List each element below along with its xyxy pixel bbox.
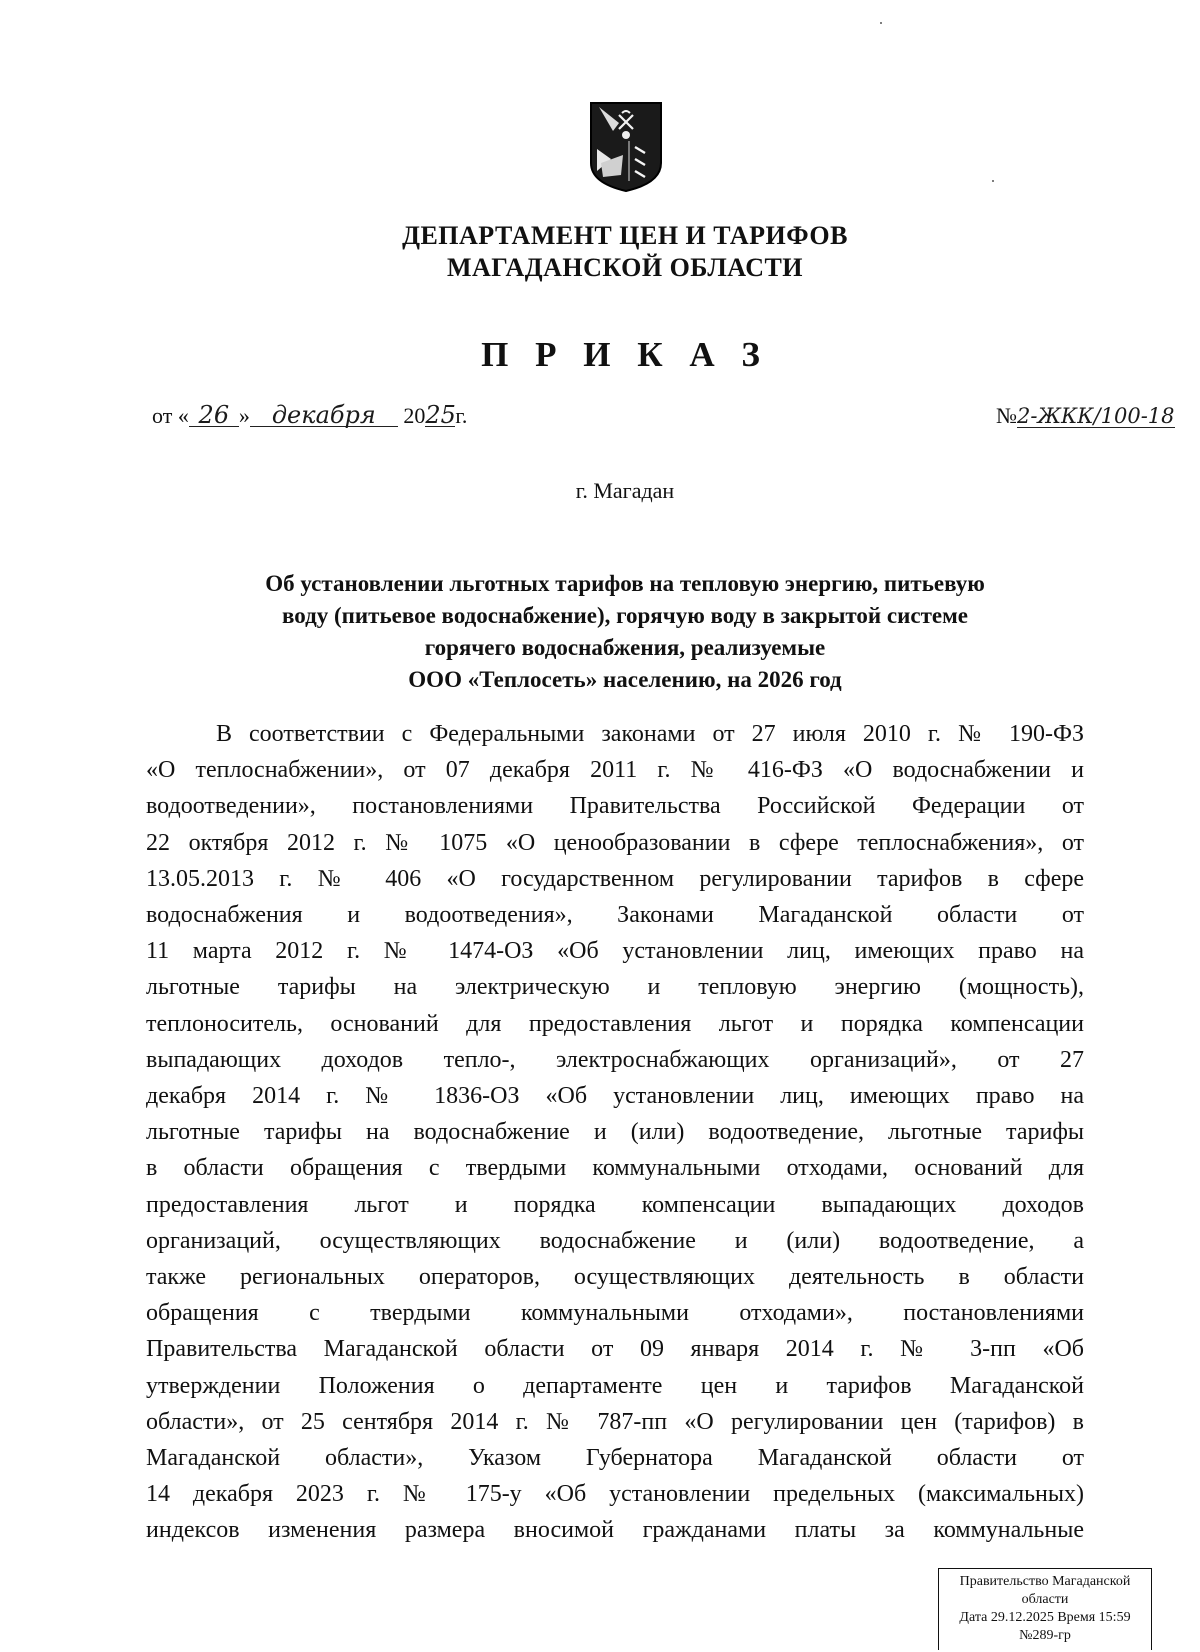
number-prefix: № — [996, 403, 1017, 428]
number-value: 2-ЖКК/100-18 — [1017, 404, 1175, 428]
document-type-title: П Р И К А З — [481, 335, 769, 374]
stamp-line4: №289-гр — [1019, 1628, 1071, 1643]
date-suffix: г. — [455, 403, 468, 428]
date-prefix: от « — [152, 403, 189, 428]
body-line: Магаданской области», Указом Губернатора Магаданской области от — [146, 1445, 1084, 1472]
body-line: индексов изменения размера вносимой гражданами платы за коммунальные — [146, 1517, 1084, 1544]
date-year-prefix: 20 — [403, 403, 426, 428]
organization-name — [0, 220, 1200, 284]
scan-speck — [992, 180, 994, 182]
body-line: декабря 2014 г. № 1836-ОЗ «Об установлении лиц, имеющих право на — [146, 1083, 1084, 1110]
body-line: предоставления льгот и порядка компенсации выпадающих доходов — [146, 1191, 1084, 1218]
subject-line: воду (питьевое водоснабжение), горячую воду в закрытой системе — [282, 603, 968, 628]
document-city: г. Магадан — [575, 478, 675, 503]
date-day: 26 — [189, 404, 239, 427]
body-line: водоснабжения и водоотведения», Законами Магаданской области от — [146, 902, 1084, 929]
body-line: Правительства Магаданской области от 09 января 2014 г. № 3-пп «Об — [146, 1336, 1084, 1363]
stamp-line3: Дата 29.12.2025 Время 15:59 — [959, 1610, 1131, 1625]
document-body-paragraph — [146, 716, 1084, 1549]
body-line: льготные тарифы на электрическую и тепловую энергию (мощность), — [146, 974, 1084, 1001]
document-date — [152, 403, 467, 429]
stamp-line2: области — [1021, 1592, 1069, 1607]
body-line: 22 октября 2012 г. № 1075 «О ценообразовании в сфере теплоснабжения», от — [146, 829, 1084, 856]
body-line: утверждении Положения о департаменте цен и тарифов Магаданской — [146, 1372, 1084, 1399]
document-subject — [150, 568, 1100, 696]
body-line: «О теплоснабжении», от 07 декабря 2011 г. № 416-ФЗ «О водоснабжении и — [146, 757, 1084, 784]
date-mid: » — [238, 403, 250, 428]
body-line: 13.05.2013 г. № 406 «О государственном регулировании тарифов в сфере — [146, 865, 1084, 892]
body-line: 14 декабря 2023 г. № 175-у «Об установлении предельных (максимальных) — [146, 1481, 1084, 1508]
coat-of-arms-icon — [589, 101, 663, 193]
body-line: водоотведении», постановлениями Правительства Российской Федерации от — [146, 793, 1084, 820]
subject-line: ООО «Теплосеть» населению, на 2026 год — [408, 667, 842, 692]
date-year-suffix: 25 — [425, 401, 456, 429]
body-line: обращения с твердыми коммунальными отходами», постановлениями — [146, 1300, 1084, 1327]
stamp-line1: Правительство Магаданской — [959, 1574, 1131, 1589]
body-line: в области обращения с твердыми коммунальными отходами, оснований для — [146, 1155, 1084, 1182]
body-line: льготные тарифы на водоснабжение и (или) водоотведение, льготные тарифы — [146, 1119, 1084, 1146]
body-line: 11 марта 2012 г. № 1474-ОЗ «Об установлении лиц, имеющих право на — [146, 938, 1084, 965]
date-month: декабря — [250, 404, 398, 427]
document-number — [996, 403, 1175, 429]
body-line: выпадающих доходов тепло-, электроснабжающих организаций», от 27 — [146, 1046, 1084, 1073]
body-line: В соответствии с Федеральными законами от 27 июля 2010 г. № 190-ФЗ — [216, 721, 1084, 747]
subject-line: горячего водоснабжения, реализуемые — [424, 635, 826, 660]
org-name-line2: МАГАДАНСКОЙ ОБЛАСТИ — [446, 253, 804, 282]
body-line: области», от 25 сентября 2014 г. № 787-пп «О регулировании цен (тарифов) в — [146, 1408, 1084, 1435]
body-line: организаций, осуществляющих водоснабжение и (или) водоотведение, а — [146, 1227, 1084, 1254]
registration-stamp — [938, 1568, 1152, 1650]
body-line: также региональных операторов, осуществляющих деятельность в области — [146, 1264, 1084, 1291]
scan-speck — [880, 22, 882, 24]
body-line: теплоноситель, оснований для предоставления льгот и порядка компенсации — [146, 1010, 1084, 1037]
subject-line: Об установлении льготных тарифов на тепловую энергию, питьевую — [265, 571, 985, 596]
org-name-line1: ДЕПАРТАМЕНТ ЦЕН И ТАРИФОВ — [402, 221, 848, 250]
